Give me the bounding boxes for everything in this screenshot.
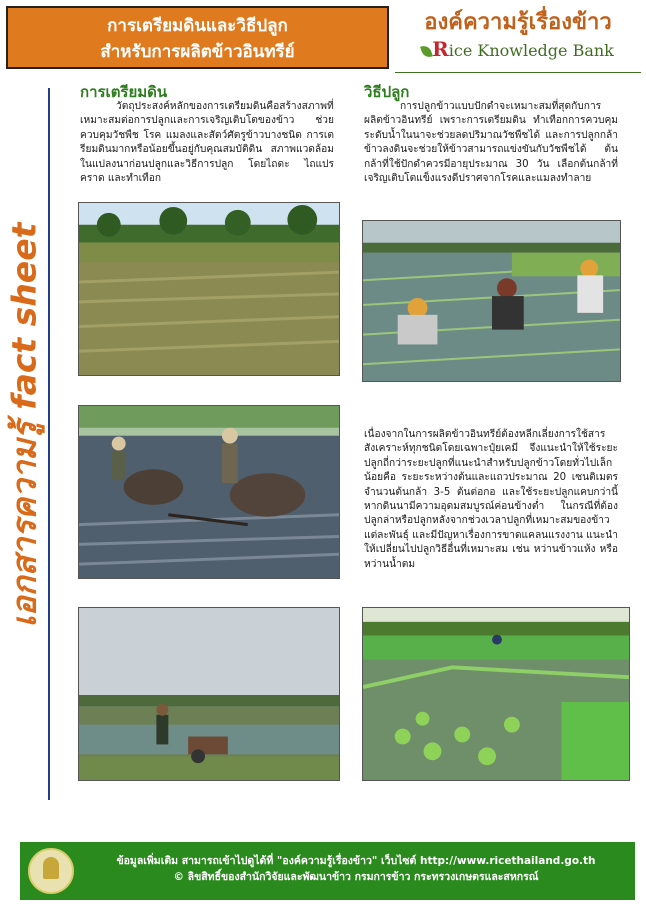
soil-prep-heading: การเตรียมดิน	[80, 83, 168, 101]
side-divider-line	[48, 88, 50, 800]
brand-english-text: Rice Knowledge Bank	[395, 38, 641, 62]
planting-text-1: การปลูกข้าวแบบปักดำจะเหมาะสมที่สุดกับการผลิตข้าวอินทรีย์ เพราะการเตรียมดิน ทำเทือกการควบคุมระดับน้ำในนาจะช่วยลดปริมาณวัชพืชได้ และการปลูกกล้าข้าวลงดินจะช่วยให้ข้าวสามารถแข่งขันกับวัชพืชได้ ต้นกล้าที่ใช้ปักดำควรมีอายุประมาณ 30 วัน เลือกต้นกล้าที่เจริญเติบโตแข็งแรงดีปราศจากโรคและแมลงทำลาย	[364, 101, 618, 185]
title-banner	[6, 6, 389, 69]
planting-heading: วิธีปลูก	[364, 83, 410, 101]
page-title-line1: การเตรียมดินและวิธีปลูก	[107, 16, 288, 36]
rice-department-logo	[28, 848, 74, 894]
page-title-line2: สำหรับการผลิตข้าวอินทรีย์	[100, 42, 295, 62]
transplanting-photo	[362, 220, 621, 382]
field-photo-dry	[78, 202, 340, 376]
seedlings-photo	[362, 607, 630, 781]
brand-underline	[395, 72, 641, 73]
brand-logo	[395, 8, 641, 70]
vertical-side-title	[4, 190, 44, 660]
fact-sheet-label: เอกสารความรู้ fact sheet	[4, 222, 44, 628]
buffalo-plowing-photo	[78, 405, 340, 579]
planting-text-2: เนื่องจากในการผลิตข้าวอินทรีย์ต้องหลีกเลี่ยงการใช้สารสังเคราะห์ทุกชนิดโดยเฉพาะปุ๋ยเคมี จึงแนะนำให้ใช้ระยะปลูกถี่กว่าระยะปลูกที่แนะนำสำหรับปลูกข้าวโดยทั่วไปเล็กน้อยคือ ระยะระหว่างต้นและแถวประมาณ 20 เซนติเมตร จำนวนต้นกล้า 3-5 ต้นต่อกอ และใช้ระยะปลูกแคบกว่านี้หากดินนามีความอุดมสมบูรณ์ค่อนข้างต่ำ ในกรณีที่ต้องปลูกล่าหรือปลูกหลังจากช่วงเวลาปลูกที่เหมาะสมของข้าวแต่ละพันธุ์ และมีปัญหาเรื่องการขาดแคลนแรงงาน แนะนำให้เปลี่ยนไปปลูกวิธีอื่นที่เหมาะสม เช่น หว่านข้าวแห้ง หรือหว่านน้ำตม	[364, 429, 618, 570]
footer-bar	[20, 842, 635, 900]
soil-prep-text: วัตถุประสงค์หลักของการเตรียมดินคือสร้างสภาพที่เหมาะสมต่อการปลูกและการเจริญเติบโตของข้าว ช่วยควบคุมวัชพืช โรค แมลงและสัตว์ศัตรูข้าวบางชนิด การเตรียมดินมากหรือน้อยขึ้นอยู่กับคุณสมบัติดิน สภาพแวดล้อมในแปลงนาก่อนปลูกและวิธีการปลูก โดยไถดะ ไถแปร คราด และทำเทือก	[80, 101, 334, 185]
brand-thai-text: องค์ความรู้เรื่องข้าว	[424, 10, 612, 35]
tractor-field-photo	[78, 607, 340, 781]
footer-website-text: ข้อมูลเพิ่มเติม สามารถเข้าไปดูได้ที่ "องค์ความรู้เรื่องข้าว" เว็บไซต์ http://www.ricethailand.go.th	[116, 855, 596, 867]
footer-copyright-text: © ลิขสิทธิ์ของสำนักวิจัยและพัฒนาข้าว กรมการข้าว กระทรวงเกษตรและสหกรณ์	[173, 871, 539, 883]
